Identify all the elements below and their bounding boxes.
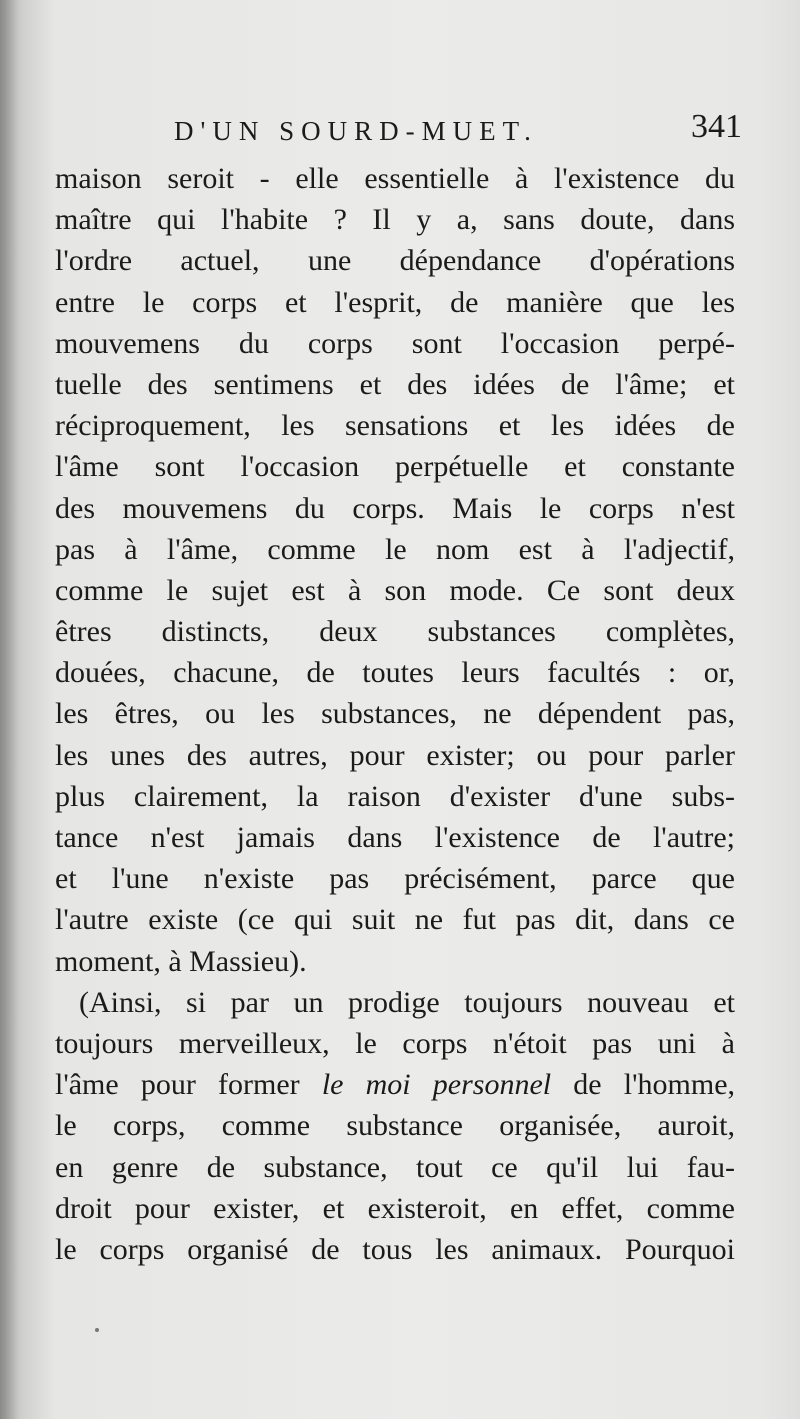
text-line-with-italic xyxy=(55,1064,735,1105)
text-line: tance n'est jamais dans l'existence de l'autre; xyxy=(55,821,735,854)
text-line: les êtres, ou les substances, ne dépendent pas, xyxy=(55,697,735,731)
text-line: le corps, comme substance organisée, auroit, xyxy=(55,1109,735,1143)
text-line: mouvemens du corps sont l'occasion perpé- xyxy=(55,326,735,360)
running-title: D'UN SOURD-MUET. xyxy=(174,116,538,146)
line-tail: de l'homme, xyxy=(573,1068,735,1102)
text-line: êtres distincts, deux substances complètes, xyxy=(55,615,735,649)
text-line: l'âme sont l'occasion perpétuelle et constante xyxy=(55,450,735,484)
text-line: toujours merveilleux, le corps n'étoit pas uni à xyxy=(55,1026,735,1060)
text-line: moment, à Massieu). xyxy=(55,944,307,978)
italic-phrase: le moi personnel xyxy=(321,1068,552,1102)
text-line: maison seroit - elle essentielle à l'existence du xyxy=(55,162,735,195)
running-head xyxy=(56,108,746,154)
text-line: des mouvemens du corps. Mais le corps n'est xyxy=(55,491,735,525)
text-line: entre le corps et l'esprit, de manière que les xyxy=(55,285,735,319)
text-line: l'ordre actuel, une dépendance d'opérations xyxy=(55,244,735,278)
gutter-shadow xyxy=(0,0,18,1419)
text-line: douées, chacune, de toutes leurs facultés : or, xyxy=(55,656,735,690)
paper-speck xyxy=(95,1328,99,1332)
text-line: plus clairement, la raison d'exister d'une subs- xyxy=(55,779,735,813)
page-number: 341 xyxy=(691,108,742,145)
text-line: et l'une n'existe pas précisément, parce que xyxy=(55,862,735,896)
text-line: pas à l'âme, comme le nom est à l'adjectif, xyxy=(55,532,735,566)
text-line: tuelle des sentimens et des idées de l'âme; et xyxy=(55,367,735,401)
text-line: les unes des autres, pour exister; ou pour parler xyxy=(55,738,735,772)
text-line: réciproquement, les sensations et les idées de xyxy=(55,409,735,443)
text-line: comme le sujet est à son mode. Ce sont deux xyxy=(55,573,735,607)
text-line: maître qui l'habite ? Il y a, sans doute, dans xyxy=(55,203,735,237)
line-head: l'âme pour former xyxy=(55,1068,300,1102)
text-line: le corps organisé de tous les animaux. Pourquoi xyxy=(55,1232,735,1266)
text-line: (Ainsi, si par un prodige toujours nouveau et xyxy=(79,985,735,1019)
body-text xyxy=(55,158,735,1270)
text-line: l'autre existe (ce qui suit ne fut pas dit, dans ce xyxy=(55,903,735,937)
text-line: en genre de substance, tout ce qu'il lui fau- xyxy=(55,1150,735,1184)
text-line: droit pour exister, et existeroit, en effet, comme xyxy=(55,1191,735,1225)
